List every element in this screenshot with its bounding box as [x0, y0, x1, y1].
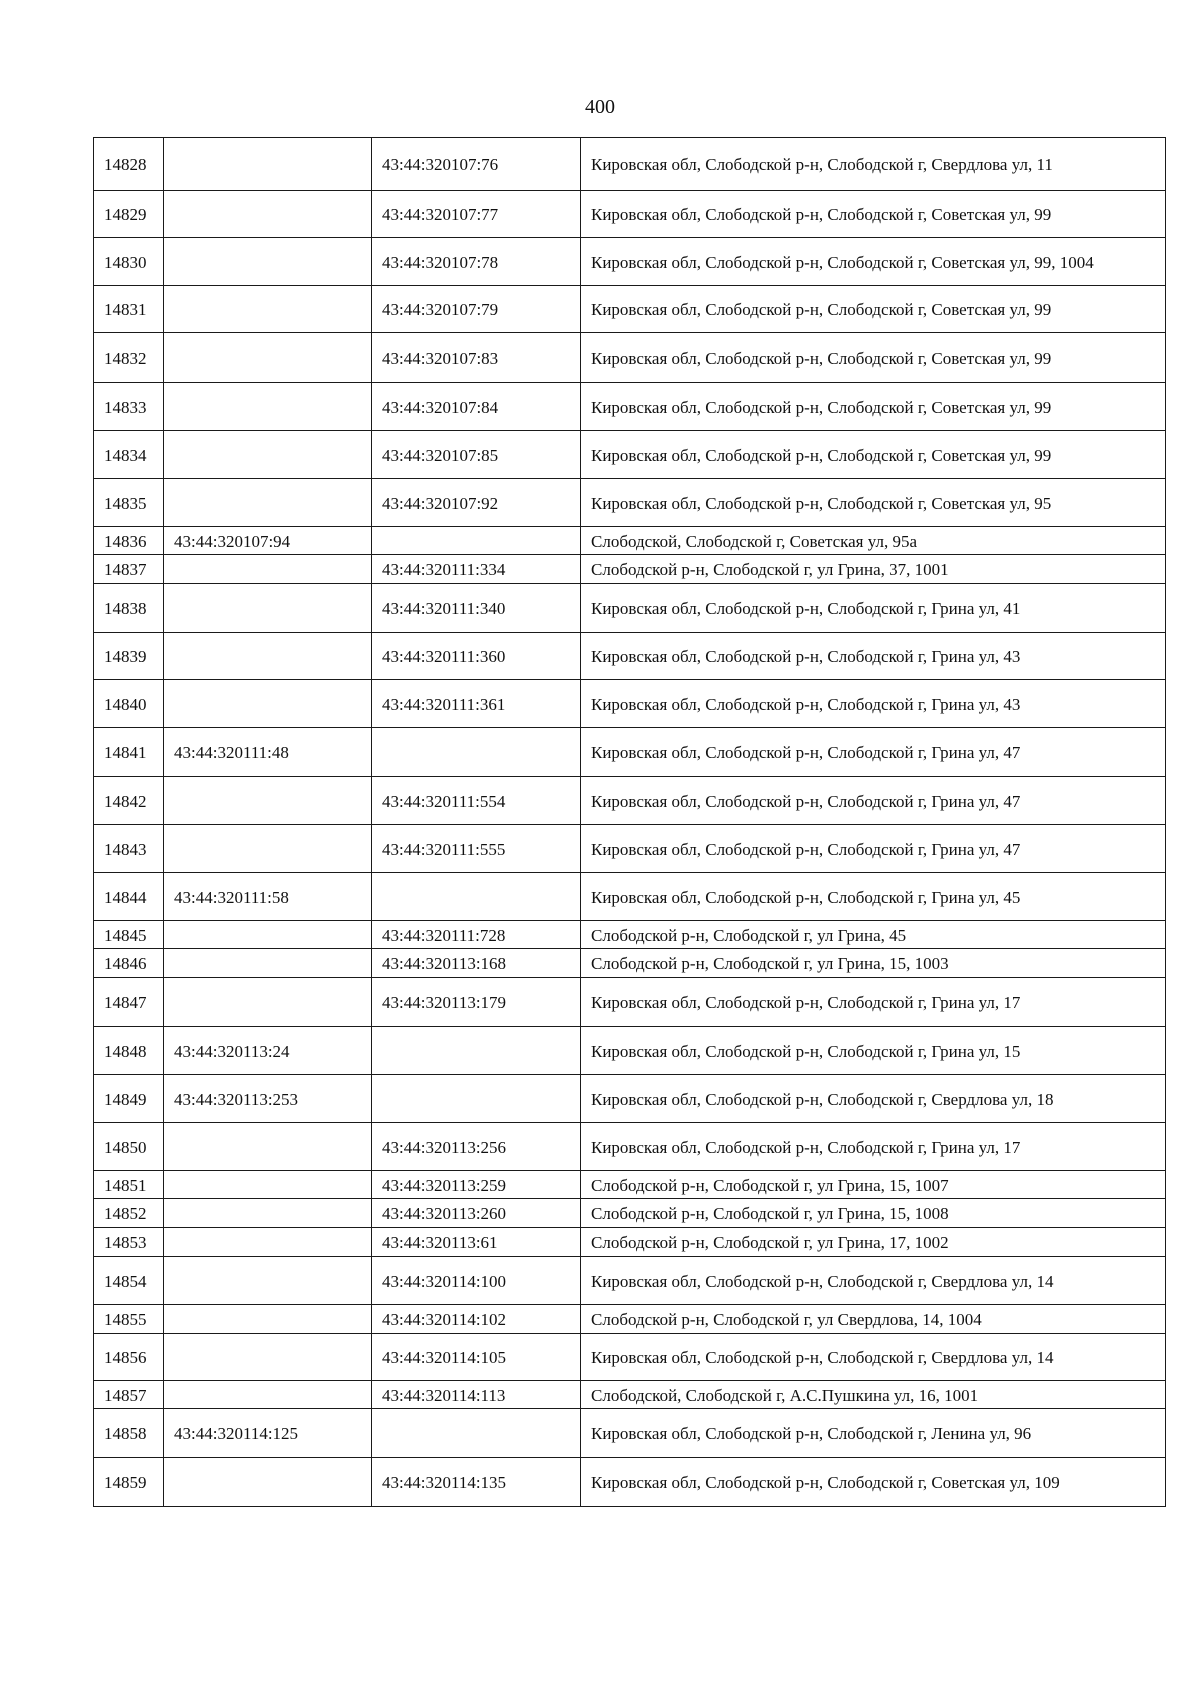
table-row	[94, 238, 1166, 286]
row-number: 14845	[94, 921, 164, 949]
address: Кировская обл, Слободской р-н, Слободской г, Советская ул, 99	[581, 286, 1166, 333]
cadastral-number-secondary: 43:44:320107:77	[372, 191, 581, 238]
table-row	[94, 680, 1166, 728]
address: Слободской р-н, Слободской г, ул Грина, 37, 1001	[581, 555, 1166, 584]
cadastral-number-secondary: 43:44:320113:168	[372, 949, 581, 978]
cadastral-number-secondary: 43:44:320111:360	[372, 633, 581, 680]
address: Кировская обл, Слободской р-н, Слободской г, Грина ул, 17	[581, 1123, 1166, 1171]
cadastral-number-secondary: 43:44:320113:260	[372, 1199, 581, 1228]
cadastral-number-secondary	[372, 1409, 581, 1458]
address: Кировская обл, Слободской р-н, Слободской г, Свердлова ул, 18	[581, 1075, 1166, 1123]
table-row	[94, 191, 1166, 238]
row-number: 14830	[94, 238, 164, 286]
cadastral-number-primary: 43:44:320113:24	[164, 1027, 372, 1075]
cadastral-number-primary	[164, 138, 372, 191]
cadastral-table	[93, 137, 1166, 1507]
address: Слободской р-н, Слободской г, ул Грина, 45	[581, 921, 1166, 949]
row-number: 14839	[94, 633, 164, 680]
address: Кировская обл, Слободской р-н, Слободской г, Советская ул, 109	[581, 1458, 1166, 1507]
page-number: 400	[585, 96, 615, 118]
table-row	[94, 584, 1166, 633]
cadastral-number-primary	[164, 479, 372, 527]
address: Слободской р-н, Слободской г, ул Грина, 15, 1003	[581, 949, 1166, 978]
table-row	[94, 728, 1166, 777]
address: Слободской р-н, Слободской г, ул Грина, 15, 1008	[581, 1199, 1166, 1228]
cadastral-number-primary: 43:44:320111:48	[164, 728, 372, 777]
row-number: 14857	[94, 1381, 164, 1409]
address: Кировская обл, Слободской р-н, Слободской г, Свердлова ул, 14	[581, 1257, 1166, 1305]
cadastral-number-primary	[164, 584, 372, 633]
row-number: 14844	[94, 873, 164, 921]
cadastral-number-primary	[164, 1228, 372, 1257]
row-number: 14840	[94, 680, 164, 728]
row-number: 14847	[94, 978, 164, 1027]
row-number: 14836	[94, 527, 164, 555]
cadastral-number-primary	[164, 949, 372, 978]
row-number: 14853	[94, 1228, 164, 1257]
cadastral-number-primary	[164, 238, 372, 286]
address: Кировская обл, Слободской р-н, Слободской г, Грина ул, 15	[581, 1027, 1166, 1075]
address: Кировская обл, Слободской р-н, Слободской г, Советская ул, 95	[581, 479, 1166, 527]
cadastral-number-secondary: 43:44:320114:100	[372, 1257, 581, 1305]
table-row	[94, 286, 1166, 333]
table-body	[94, 138, 1166, 1507]
row-number: 14841	[94, 728, 164, 777]
address: Кировская обл, Слободской р-н, Слободской г, Советская ул, 99, 1004	[581, 238, 1166, 286]
cadastral-number-primary	[164, 286, 372, 333]
row-number: 14848	[94, 1027, 164, 1075]
cadastral-number-primary	[164, 1199, 372, 1228]
cadastral-number-secondary: 43:44:320107:84	[372, 383, 581, 431]
row-number: 14849	[94, 1075, 164, 1123]
cadastral-number-secondary: 43:44:320107:79	[372, 286, 581, 333]
table-row	[94, 1123, 1166, 1171]
address: Кировская обл, Слободской р-н, Слободской г, Грина ул, 43	[581, 633, 1166, 680]
table-row	[94, 1305, 1166, 1334]
table-row	[94, 978, 1166, 1027]
row-number: 14859	[94, 1458, 164, 1507]
cadastral-number-secondary: 43:44:320114:113	[372, 1381, 581, 1409]
table-row	[94, 1228, 1166, 1257]
address: Кировская обл, Слободской р-н, Слободской г, Свердлова ул, 11	[581, 138, 1166, 191]
cadastral-number-secondary: 43:44:320111:334	[372, 555, 581, 584]
cadastral-number-primary: 43:44:320111:58	[164, 873, 372, 921]
cadastral-number-primary	[164, 825, 372, 873]
cadastral-number-primary	[164, 633, 372, 680]
address: Слободской, Слободской г, Советская ул, 95а	[581, 527, 1166, 555]
row-number: 14858	[94, 1409, 164, 1458]
cadastral-number-secondary: 43:44:320114:102	[372, 1305, 581, 1334]
cadastral-number-secondary	[372, 728, 581, 777]
cadastral-number-secondary	[372, 527, 581, 555]
address: Кировская обл, Слободской р-н, Слободской г, Грина ул, 43	[581, 680, 1166, 728]
cadastral-number-secondary: 43:44:320111:554	[372, 777, 581, 825]
cadastral-number-secondary: 43:44:320107:83	[372, 333, 581, 383]
address: Кировская обл, Слободской р-н, Слободской г, Грина ул, 47	[581, 825, 1166, 873]
cadastral-number-primary	[164, 978, 372, 1027]
row-number: 14828	[94, 138, 164, 191]
cadastral-number-secondary: 43:44:320114:105	[372, 1334, 581, 1381]
cadastral-number-secondary: 43:44:320107:76	[372, 138, 581, 191]
cadastral-number-primary: 43:44:320114:125	[164, 1409, 372, 1458]
cadastral-number-primary	[164, 1305, 372, 1334]
table-row	[94, 1381, 1166, 1409]
table-row	[94, 555, 1166, 584]
table-row	[94, 431, 1166, 479]
cadastral-number-primary	[164, 1458, 372, 1507]
table-row	[94, 1027, 1166, 1075]
cadastral-number-secondary: 43:44:320111:555	[372, 825, 581, 873]
cadastral-number-primary: 43:44:320113:253	[164, 1075, 372, 1123]
cadastral-number-secondary: 43:44:320114:135	[372, 1458, 581, 1507]
table-row	[94, 1458, 1166, 1507]
table-row	[94, 1334, 1166, 1381]
address: Кировская обл, Слободской р-н, Слободской г, Советская ул, 99	[581, 431, 1166, 479]
address: Кировская обл, Слободской р-н, Слободской г, Грина ул, 45	[581, 873, 1166, 921]
row-number: 14851	[94, 1171, 164, 1199]
address: Слободской р-н, Слободской г, ул Грина, 15, 1007	[581, 1171, 1166, 1199]
row-number: 14854	[94, 1257, 164, 1305]
cadastral-number-secondary: 43:44:320107:92	[372, 479, 581, 527]
cadastral-number-primary	[164, 680, 372, 728]
table-row	[94, 873, 1166, 921]
table-row	[94, 1075, 1166, 1123]
cadastral-number-primary	[164, 1334, 372, 1381]
cadastral-number-secondary: 43:44:320111:728	[372, 921, 581, 949]
table-row	[94, 633, 1166, 680]
address: Кировская обл, Слободской р-н, Слободской г, Советская ул, 99	[581, 383, 1166, 431]
cadastral-number-primary	[164, 1257, 372, 1305]
row-number: 14831	[94, 286, 164, 333]
cadastral-number-secondary: 43:44:320107:78	[372, 238, 581, 286]
row-number: 14856	[94, 1334, 164, 1381]
row-number: 14842	[94, 777, 164, 825]
cadastral-number-secondary: 43:44:320111:361	[372, 680, 581, 728]
cadastral-number-primary	[164, 191, 372, 238]
row-number: 14843	[94, 825, 164, 873]
table-row	[94, 825, 1166, 873]
address: Кировская обл, Слободской р-н, Слободской г, Свердлова ул, 14	[581, 1334, 1166, 1381]
table-row	[94, 138, 1166, 191]
table-row	[94, 1199, 1166, 1228]
cadastral-number-secondary: 43:44:320113:179	[372, 978, 581, 1027]
address: Кировская обл, Слободской р-н, Слободской г, Советская ул, 99	[581, 191, 1166, 238]
address: Слободской, Слободской г, А.С.Пушкина ул, 16, 1001	[581, 1381, 1166, 1409]
row-number: 14834	[94, 431, 164, 479]
cadastral-number-secondary: 43:44:320113:61	[372, 1228, 581, 1257]
table-row	[94, 921, 1166, 949]
row-number: 14838	[94, 584, 164, 633]
cadastral-number-secondary: 43:44:320107:85	[372, 431, 581, 479]
cadastral-number-primary	[164, 1123, 372, 1171]
cadastral-number-secondary: 43:44:320113:259	[372, 1171, 581, 1199]
table-row	[94, 479, 1166, 527]
address: Кировская обл, Слободской р-н, Слободской г, Грина ул, 47	[581, 728, 1166, 777]
table-row	[94, 527, 1166, 555]
address: Кировская обл, Слободской р-н, Слободской г, Ленина ул, 96	[581, 1409, 1166, 1458]
cadastral-number-secondary	[372, 1075, 581, 1123]
cadastral-number-primary	[164, 1171, 372, 1199]
table-row	[94, 383, 1166, 431]
cadastral-number-primary	[164, 431, 372, 479]
address: Кировская обл, Слободской р-н, Слободской г, Грина ул, 41	[581, 584, 1166, 633]
address: Слободской р-н, Слободской г, ул Свердлова, 14, 1004	[581, 1305, 1166, 1334]
cadastral-number-primary	[164, 921, 372, 949]
cadastral-number-primary	[164, 555, 372, 584]
row-number: 14833	[94, 383, 164, 431]
table-row	[94, 1409, 1166, 1458]
cadastral-number-primary	[164, 1381, 372, 1409]
cadastral-number-secondary	[372, 873, 581, 921]
row-number: 14837	[94, 555, 164, 584]
row-number: 14852	[94, 1199, 164, 1228]
table-row	[94, 1257, 1166, 1305]
cadastral-number-primary: 43:44:320107:94	[164, 527, 372, 555]
cadastral-number-primary	[164, 383, 372, 431]
cadastral-number-secondary	[372, 1027, 581, 1075]
address: Кировская обл, Слободской р-н, Слободской г, Грина ул, 17	[581, 978, 1166, 1027]
cadastral-number-primary	[164, 333, 372, 383]
row-number: 14835	[94, 479, 164, 527]
row-number: 14846	[94, 949, 164, 978]
row-number: 14850	[94, 1123, 164, 1171]
address: Кировская обл, Слободской р-н, Слободской г, Грина ул, 47	[581, 777, 1166, 825]
row-number: 14829	[94, 191, 164, 238]
cadastral-number-primary	[164, 777, 372, 825]
address: Слободской р-н, Слободской г, ул Грина, 17, 1002	[581, 1228, 1166, 1257]
table-row	[94, 949, 1166, 978]
table-row	[94, 777, 1166, 825]
row-number: 14855	[94, 1305, 164, 1334]
cadastral-number-secondary: 43:44:320113:256	[372, 1123, 581, 1171]
address: Кировская обл, Слободской р-н, Слободской г, Советская ул, 99	[581, 333, 1166, 383]
table-row	[94, 1171, 1166, 1199]
cadastral-number-secondary: 43:44:320111:340	[372, 584, 581, 633]
row-number: 14832	[94, 333, 164, 383]
table-row	[94, 333, 1166, 383]
